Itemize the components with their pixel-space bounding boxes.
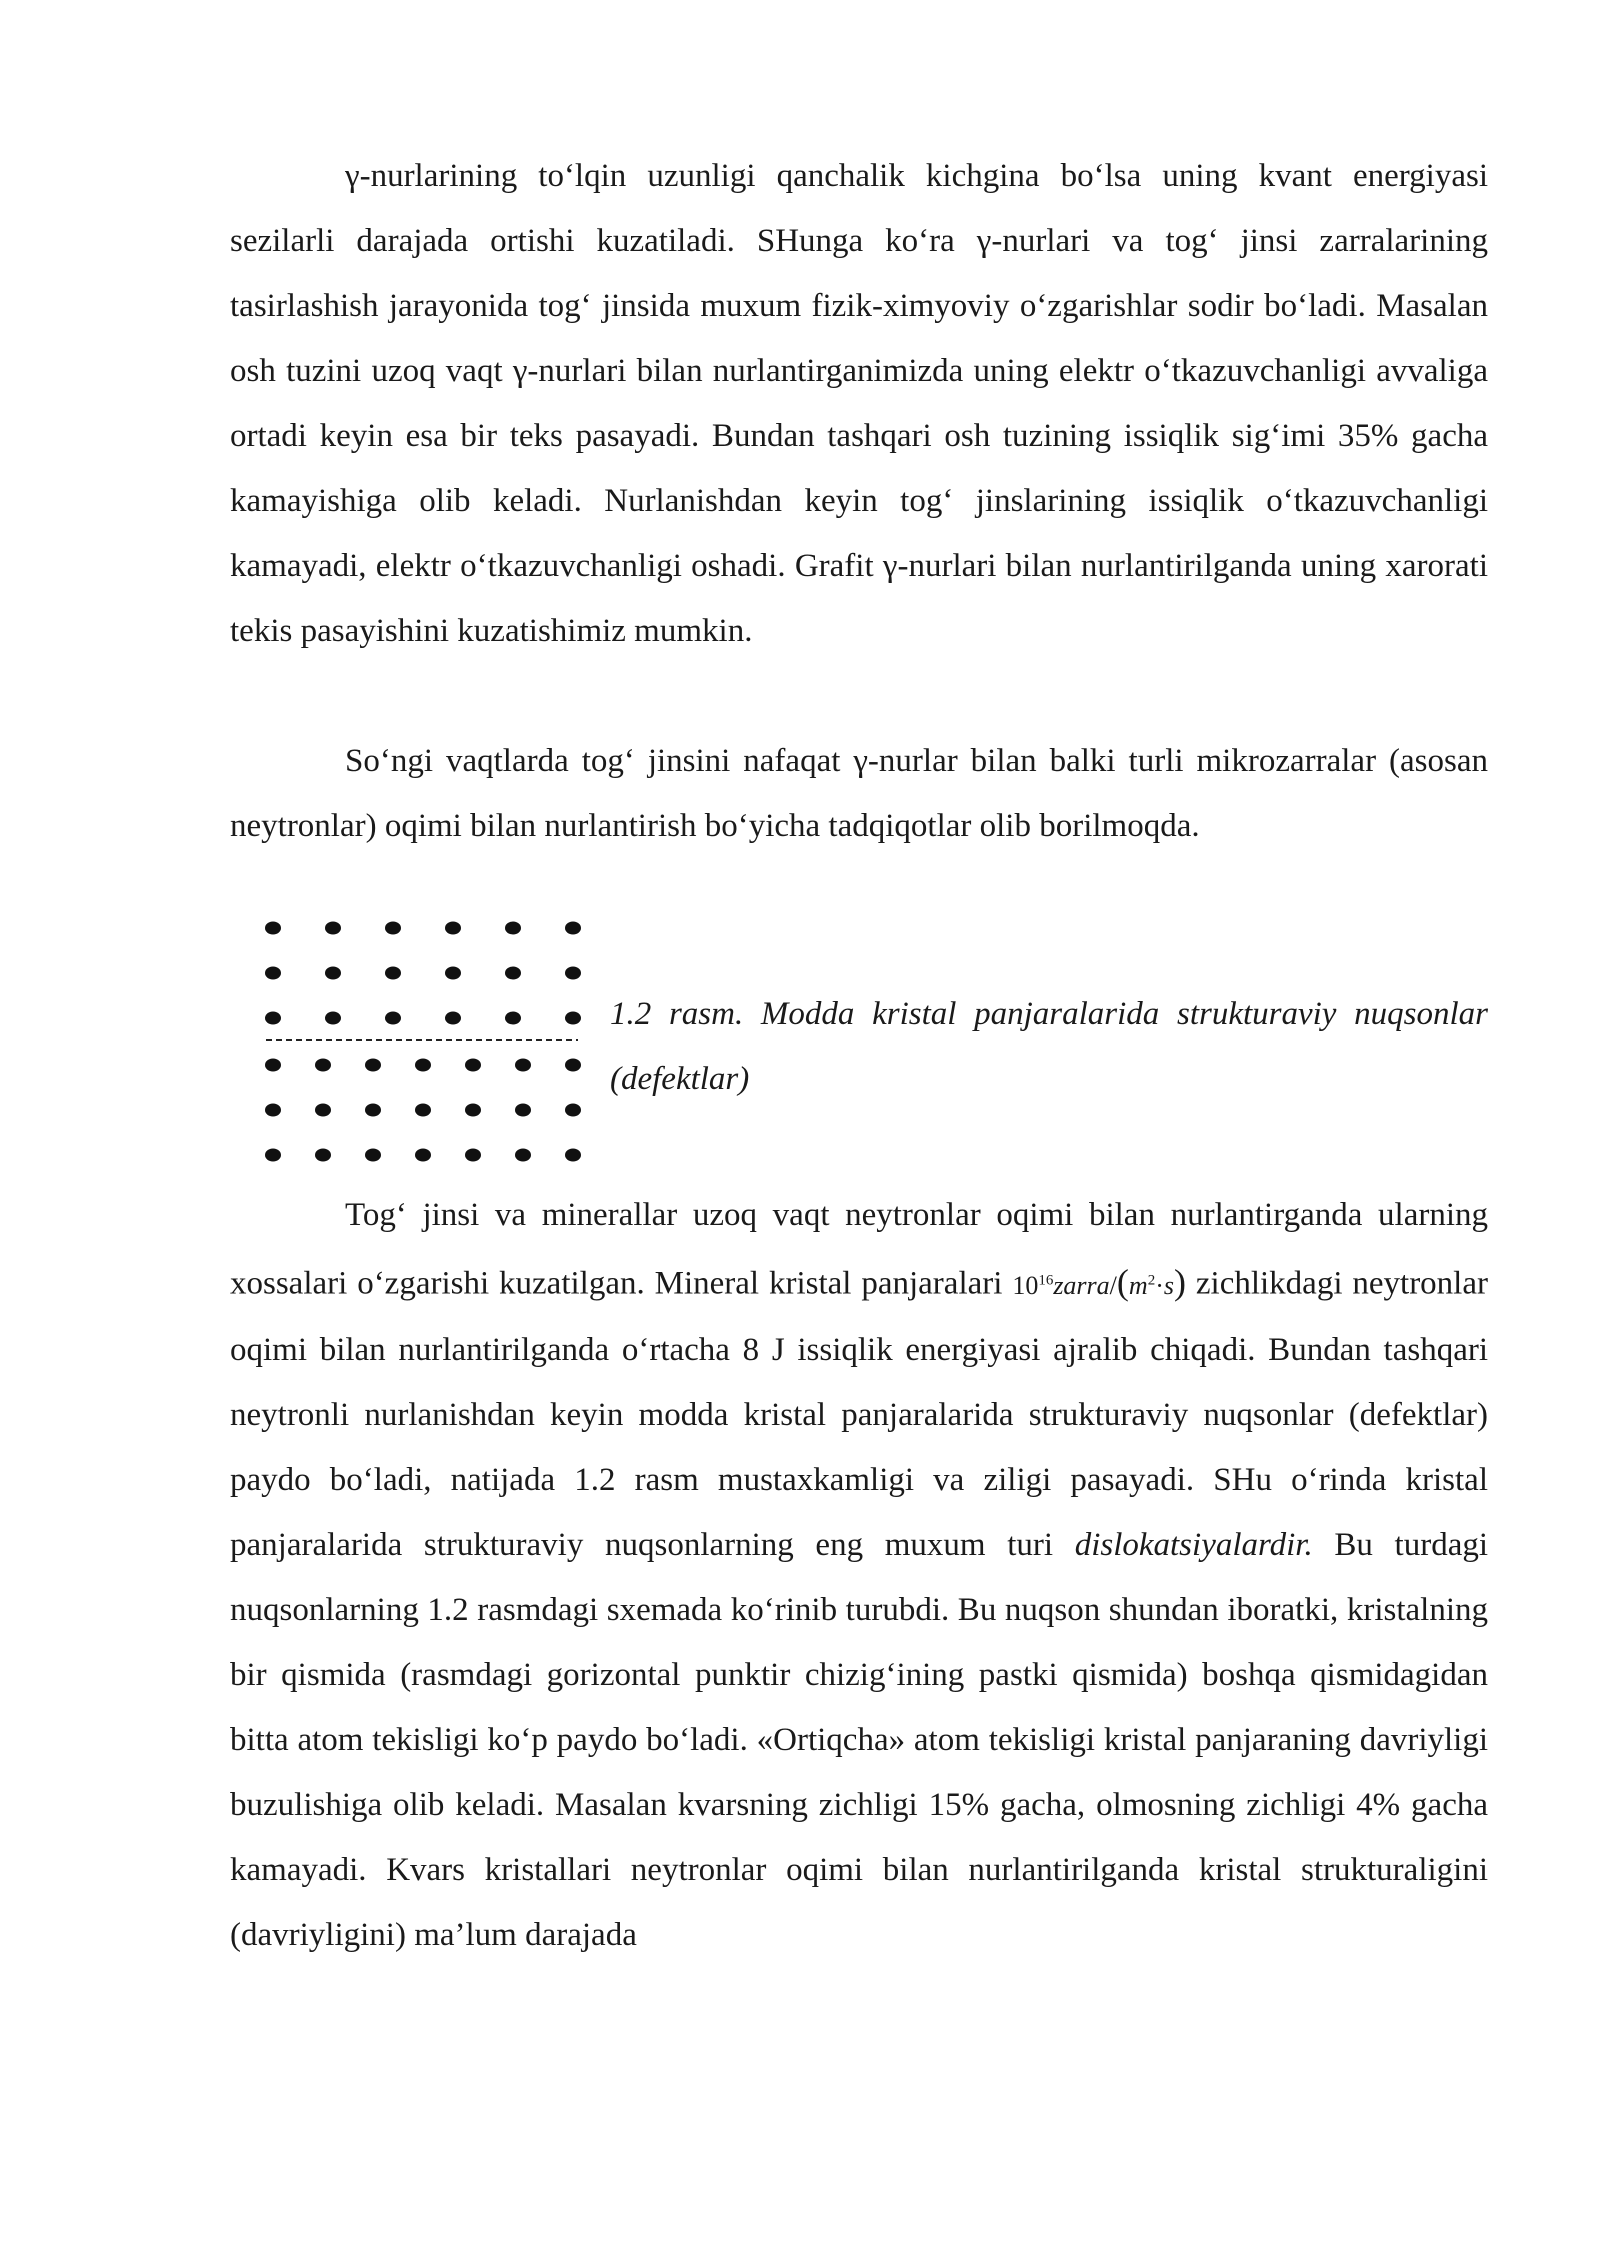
lattice-atom — [365, 1149, 381, 1162]
lattice-atom — [505, 1012, 521, 1025]
lattice-atom — [385, 1012, 401, 1025]
lattice-atom — [465, 1059, 481, 1072]
lattice-atom — [565, 967, 581, 980]
lattice-atom — [385, 967, 401, 980]
lattice-atom — [415, 1104, 431, 1117]
formula-base: 10 — [1012, 1270, 1039, 1300]
lattice-atom — [265, 967, 281, 980]
formula-slash: / — [1109, 1270, 1117, 1300]
upper-atom-rows — [265, 922, 581, 1025]
lower-atom-rows — [265, 1059, 581, 1162]
lattice-atom — [445, 967, 461, 980]
paragraph-gamma-rays: γ-nurlarining to‘lqin uzunligi qanchalik kichgina bo‘lsa uning kvant energiyasi sezilarli darajada ortishi kuzatiladi. SHunga ko‘ra γ-nurlari va tog‘ jinsi zarralarining tasirlashish jarayonida tog‘ jinsida muxum fizik-ximyoviy o‘zgarishlar sodir bo‘ladi. Masalan osh tuzini uzoq vaqt γ-nurlari bilan nurlantirganimizda uning elektr o‘tkazuvchanligi avvaliga ortadi keyin esa bir teks pasayadi. Bundan tashqari osh tuzining issiqlik sig‘imi 35% gacha kamayishiga olib keladi. Nurlanishdan keyin tog‘ jinslarining issiqlik o‘tkazuvchanligi kamayadi, elektr o‘tkazuvchanligi oshadi. Grafit γ-nurlari bilan nurlantirilganda uning xarorati tekis pasayishini kuzatishimiz mumkin. — [230, 158, 1488, 649]
lattice-atom — [515, 1104, 531, 1117]
lattice-atom — [265, 1149, 281, 1162]
p3-text-middle: zichlikdagi neytronlar oqimi bilan nurlantirilganda o‘rtacha 8 J issiqlik energiyasi ajralib chiqadi. Bundan tashqari neytronli nurlanishdan keyin modda kristal panjaralarida strukturaviy nuqsonlar (defektlar) paydo bo‘ladi, natijada 1.2 rasm mustaxkamligi va ziligi pasayadi. SHu o‘rinda kristal panjaralarida strukturaviy nuqsonlarning eng muxum turi — [230, 1265, 1488, 1563]
formula-close-bracket: ) — [1173, 1261, 1186, 1302]
lattice-atom — [385, 922, 401, 935]
lattice-atom — [325, 1012, 341, 1025]
lattice-atom — [265, 1059, 281, 1072]
lattice-atom — [365, 1104, 381, 1117]
formula-open-bracket: ( — [1116, 1261, 1129, 1302]
crystal-lattice-dislocation-figure — [258, 912, 588, 1172]
lattice-atom — [315, 1149, 331, 1162]
lattice-atom — [465, 1104, 481, 1117]
lattice-atom — [265, 1012, 281, 1025]
lattice-atom — [415, 1059, 431, 1072]
p3-text-end: Bu turdagi nuqsonlarning 1.2 rasmdagi sxemada ko‘rinib turubdi. Bu nuqson shundan iboratki, kristalning bir qismida (rasmdagi gorizontal punktir chizig‘ining pastki qismida) boshqa qismidagidan bitta atom tekisligi ko‘p paydo bo‘ladi. «Ortiqcha» atom tekisligi kristal panjaraning davriyligi buzulishiga olib keladi. Masalan kvarsning zichligi 15% gacha, olmosning zichligi 4% gacha kamayadi. Kvars kristallari neytronlar oqimi bilan nurlantirilganda kristal strukturaligini (davriyligini) ma’lum darajada — [230, 1526, 1489, 1953]
p3-italic-term: dislokatsiyalardir. — [1074, 1526, 1313, 1563]
lattice-atom — [515, 1059, 531, 1072]
lattice-atom — [565, 1149, 581, 1162]
formula-m: m — [1128, 1270, 1148, 1300]
lattice-atom — [565, 1012, 581, 1025]
lattice-atom — [505, 922, 521, 935]
figure-caption: 1.2 rasm. Modda kristal panjaralarida strukturaviy nuqsonlar (defektlar) — [610, 996, 1488, 1097]
lattice-atom — [265, 922, 281, 935]
p3-text-start: Tog‘ jinsi va minerallar uzoq vaqt neytronlar oqimi bilan nurlantirganda ularning xossalari o‘zgarishi kuzatilgan. Mineral kristal panjaralari — [230, 1197, 1488, 1302]
lattice-atom — [565, 1059, 581, 1072]
paragraph-neutron-research: So‘ngi vaqtlarda tog‘ jinsini nafaqat γ-nurlar bilan balki turli mikrozarralar (asosan neytronlar) oqimi bilan nurlantirish bo‘yicha tadqiqotlar olib borilmoqda. — [230, 743, 1488, 844]
lattice-atom — [325, 967, 341, 980]
lattice-atom — [465, 1149, 481, 1162]
formula-unit: zarra — [1053, 1270, 1110, 1300]
formula-m-exponent: 2 — [1147, 1272, 1156, 1288]
lattice-atom — [565, 922, 581, 935]
lattice-atom — [415, 1149, 431, 1162]
lattice-atom — [505, 967, 521, 980]
lattice-atom — [365, 1059, 381, 1072]
formula-s: s — [1163, 1270, 1174, 1300]
lattice-atom — [445, 1012, 461, 1025]
paragraph-neutron-effects — [230, 1183, 1488, 1968]
lattice-atom — [315, 1104, 331, 1117]
lattice-atom — [445, 922, 461, 935]
lattice-atom — [325, 922, 341, 935]
lattice-atom — [265, 1104, 281, 1117]
neutron-flux-formula — [1012, 1261, 1186, 1302]
formula-exponent: 16 — [1038, 1272, 1054, 1288]
lattice-atom — [515, 1149, 531, 1162]
lattice-atom — [315, 1059, 331, 1072]
lattice-atom — [565, 1104, 581, 1117]
formula-dot: · — [1155, 1270, 1164, 1300]
